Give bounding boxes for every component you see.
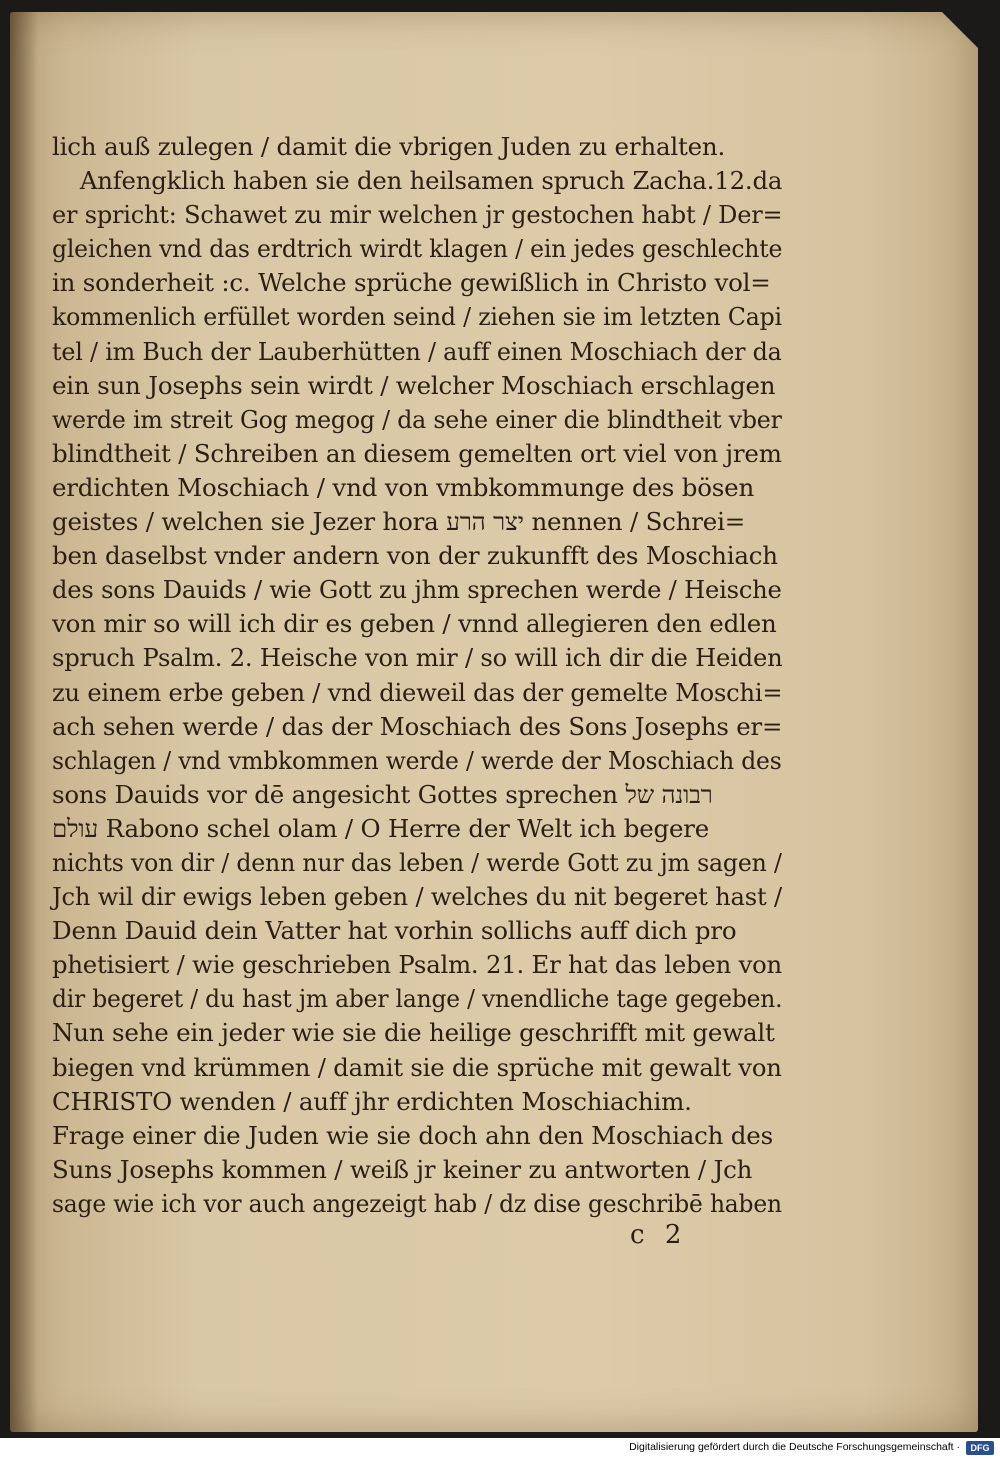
text-line: zu einem erbe geben / vnd dieweil das der gemelte Moschi= [52, 677, 783, 707]
text-line: Frage einer die Juden wie sie doch ahn den Moschiach des [52, 1120, 773, 1150]
text-line: ach sehen werde / das der Moschiach des Sons Josephs er= [52, 711, 783, 741]
text-line: ein sun Josephs sein wirdt / welcher Moschiach erschlagen [52, 370, 776, 400]
text-line: Suns Josephs kommen / weiß jr keiner zu antworten / Jch [52, 1154, 753, 1184]
text-line: in sonderheit :c. Welche sprüche gewißlich in Christo vol= [52, 268, 771, 298]
text-line: Nun sehe ein jeder wie sie die heilige geschrifft mit gewalt [52, 1018, 775, 1048]
text-block [52, 130, 782, 1221]
funding-credit: Digitalisierung gefördert durch die Deutsche Forschungsgemeinschaft · [629, 1441, 960, 1453]
page-corner [942, 12, 978, 48]
text-line: lich auß zulegen / damit die vbrigen Juden zu erhalten. [52, 132, 726, 161]
text-line: tel / im Buch der Lauberhütten / auff einen Moschiach der da [52, 336, 782, 366]
text-line: werde im streit Gog megog / da sehe einer die blindtheit vber [52, 404, 782, 434]
text-line: CHRISTO wenden / auff jhr erdichten Moschiachim. [52, 1086, 692, 1116]
dfg-logo: DFG [966, 1441, 994, 1455]
text-line: sage wie ich vor auch angezeigt hab / dz dise geschribē haben [52, 1188, 782, 1218]
text-line: kommenlich erfüllet worden seind / ziehen sie im letzten Capi [52, 302, 782, 332]
text-line: nichts von dir / denn nur das leben / werde Gott zu jm sagen / [52, 847, 782, 877]
text-line: Denn Dauid dein Vatter hat vorhin sollichs auff dich pro [52, 916, 737, 946]
signature-mark: c 2 [630, 1220, 682, 1250]
footer-bar [0, 1438, 1000, 1459]
text-line: erdichten Moschiach / vnd von vmbkommunge des bösen [52, 472, 755, 502]
text-line: dir begeret / du hast jm aber lange / vnendliche tage gegeben. [52, 984, 783, 1014]
text-line: geistes / welchen sie Jezer hora יצר הרע nennen / Schrei= [52, 507, 746, 537]
text-line: spruch Psalm. 2. Heische von mir / so will ich dir die Heiden [52, 643, 783, 673]
text-line: עולם Rabono schel olam / O Herre der Welt ich begere [52, 813, 710, 843]
book-page [10, 12, 978, 1432]
text-line: Jch wil dir ewigs leben geben / welches du nit begeret hast / [52, 882, 782, 912]
text-line: blindtheit / Schreiben an diesem gemelten ort viel von jrem [52, 438, 782, 468]
text-line: schlagen / vnd vmbkommen werde / werde der Moschiach des [52, 745, 782, 775]
text-line: des sons Dauids / wie Gott zu jhm sprechen werde / Heische [52, 575, 782, 605]
binding-shadow [10, 12, 38, 1432]
text-line: phetisiert / wie geschrieben Psalm. 21. Er hat das leben von [52, 950, 782, 980]
text-line: er spricht: Schawet zu mir welchen jr gestochen habt / Der= [52, 200, 783, 230]
text-line: von mir so will ich dir es geben / vnnd allegieren den edlen [52, 609, 777, 639]
text-line: ben daselbst vnder andern von der zukunfft des Moschiach [52, 541, 778, 571]
text-line: sons Dauids vor dē angesicht Gottes sprechen רבונה של [52, 779, 713, 809]
text-line: biegen vnd krümmen / damit sie die sprüche mit gewalt von [52, 1052, 782, 1082]
text-line: gleichen vnd das erdtrich wirdt klagen / ein jedes geschlechte [52, 234, 783, 264]
text-line: Anfengklich haben sie den heilsamen spruch Zacha.12.da [79, 166, 783, 196]
